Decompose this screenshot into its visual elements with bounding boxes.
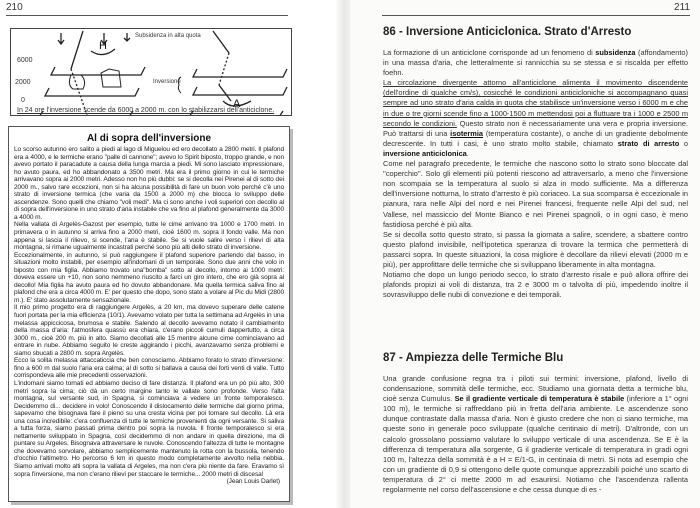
- section-87-body: [383, 374, 688, 495]
- box-paragraph: L'indomani siamo tornati ed abbiamo deciso di fare distanza. Il plafond era un pò più alto, 300 metri sopra la cima; ciò dà un certo margine tanto le vallate sono profonde. Verso l'alta montagna, sul versante sud, in Spagna, si cominciava a vedere un fronte temporalesco. Decidemmo di... decidere in volo! Conoscendo il dislocamento delle termiche dal giorno prima, sapevamo che bisognava fare il pieno su una cresta vicina per poi tornare sul decollo. Là era una cosa incredibile: c'era confluenza di tutte le termiche provenienti da ogni versante. Si saliva a tutta forza, siamo passati prima dentro poi sopra la nuvola. Il fronte temporalesco si era nettamente sviluppato in Spagna, così decidemmo di non andare in quella direzione, ma di puntare su Argeles. Bisognava attraversare le nuvole. Conoscendo l'altezza di tutte le montagne che dovevamo sorvolare, abbiamo semplicemente mantenuto la rotta con la bussola, tenendo d'occhio l'altimetro. Ho percorso 6 km in questo modo completamente avvolto nella nebbia. Siamo arrivati molto alti sopra la vallata di Argeles, ma non c'era più niente da fare. Eravamo sì sopra l'inversione, ma non c'erano rilievi per staccare le termiche... 2000 metri di discesa!: [14, 379, 284, 478]
- arrow-down-icon: [124, 33, 130, 41]
- high-pressure-symbol-right: A: [233, 98, 241, 110]
- section-86-body: [383, 48, 688, 300]
- section-86-title: 86 - Inversione Anticiclonica. Strato d'Arresto: [383, 26, 632, 38]
- inversion-diagram: [10, 28, 292, 116]
- high-pressure-symbol-left: H: [99, 40, 107, 52]
- box-body: [9, 146, 289, 486]
- label-inversion: Inversione: [153, 79, 181, 85]
- box-paragraph: Nella vallata di Argelès-Gazost per esempio, tutte le cime arrivano tra 1000 e 1700 metri. In primavera o in autunno si arriva fino a 2000 metri, cioè 1600 m. sopra il fondo valle. Ma non appena si lascia il rilievo, si scende, l'aria è stabile. Se si vuole salire verso i rilievi di alta montagna, si rimane ugualmente incastrati perché sono più alti dello strato di inversione.: [14, 221, 284, 252]
- label-subsidence: Subsidenza in alta quota: [135, 33, 201, 39]
- header-rule: [6, 15, 288, 16]
- box-paragraph: Il mio primo progetto era di raggiungere Argelès, a 20 km, ma dovevo superare delle catene fuori portata per la mia efficienza (10/1). Avevamo volato per tutta la settimana ad Argelès in una melassa appiccicosa, brumosa e stabile. Salendo al decollo avevamo notato il cambiamento della massa d'aria: l'atmosfera quassù era chiara, c'erano piccoli cumuli dappertutto, a circa 3000 m., cioè 200 m. più in alto. Siamo decollati alle 15 mentre alcune cime cominciavano ad entrare in nube. Abbiamo seguito le creste aggirando i picchi, avanzavamo senza problemi e siamo sbucati a 2800 m. sopra Argelès.: [14, 304, 284, 357]
- section-87-title: 87 - Ampiezza delle Termiche Blu: [383, 352, 564, 364]
- page-number-right: 211: [674, 2, 690, 13]
- altitude-0: 0: [21, 97, 25, 104]
- paragraph: Notiamo che dopo un lungo periodo secco, lo strato d'arresto risale e può allora offrire dei plafonds propizi ai voli di distanza, tra 2 e 3000 m o talvolta di più, impedendo inoltre il sovrasviluppo delle nubi di convezione e dei temporali.: [383, 270, 688, 300]
- page-number-left: 210: [6, 2, 23, 13]
- sidebar-box: [8, 126, 290, 502]
- left-page: [0, 0, 345, 508]
- diagram-drawing: [11, 29, 291, 115]
- box-paragraph: Lo scorso autunno ero salito a piedi al lago di Miguelou ed ero decollato a 2800 metri. Il plafond era a 4000, e le termiche erano "palle di cannone"; avevo lo Spirit biposto, troppo grande, e non avevo portato il paracadute a causa della lunga marcia a piedi. Mi sono lasciato impressionare, ho avuto paura, ed ho abbandonato a 3500 metri. Ma era il primo giorno in cui le termiche arrivavano sopra ai 2000 metri. Adesso non ho più dubbi: se si decolla nei Pirenei al di sotto dei 2000 m., salvo rare eccezioni, non si ha alcuna possibilità di fare un buon volo perché c'è uno strato di inversione termica (che varia da 1500 a 2000 m) che blocca lo sviluppo delle ascendenze. Sono quelli che chiamo "voli medi". Ma ci sono anche i voli superiori con decollo al di sopra dell'inversione in uno strato d'aria instabile che va fino al plafond generalmente da 3000 a 4000 m.: [14, 146, 284, 221]
- plane-2000-left: [45, 88, 139, 96]
- header-rule: [382, 15, 690, 16]
- altitude-6000: 6000: [17, 57, 33, 64]
- box-paragraph: Ecco la solita melassa attaccaticcia che ben conosciamo. Abbiamo forato lo strato d'inversione: fino a 600 m dal suolo l'aria era calma; al di sotto si ballava a causa dei forti venti di valle. Tutto corrispondeva alle mie precedenti osservazioni.: [14, 357, 284, 380]
- paragraph: Una grande confusione regna tra i piloti sui termini: inversione, plafond, livello di condensazione, sommità delle termiche, ecc. Studiamo una giornata detta a termiche blu, cioè senza Cumulus. Se il gradiente verticale di temperatura è stabile (inferiore a 1° ogni 100 m), le termiche si raffreddano più in fretta dell'aria ambiente. Le ascendenze sono dunque contrastate dalla massa d'aria. Non è giusto credere che non ci siano termiche, ma queste sono in generale poco sviluppate (qualche centinaio di metri). D'altronde, con un calcolo grossolano possiamo valutare lo sviluppo verticale di una ascendenza. Se E è la differenza di temperatura alla sorgente, G il gradiente verticale di temperatura in gradi ogni 100 m, l'altezza della sommità è a H = E/1-G, in centinaia di metri. Si nota ad esempio che con un gradiente di 0,9 si ottengono delle quote comunque apprezzabili poiché uno scarto di temperatura di 2° ci mette 2000 m ad esaurirsi. Notiamo che l'ascendenza rallenta regolarmente nel corso dell'ascensione e che cessa dunque di es -: [383, 374, 688, 495]
- altitude-2000: 2000: [15, 79, 31, 86]
- plane-6000-left: [51, 67, 145, 75]
- right-page: [350, 0, 700, 508]
- paragraph: La circolazione divergente attorno all'anticiclone alimenta il movimento discendente (dell'ordine di qualche cm/s), cosicché le condizioni anticicloniche si accompagnano quasi sempre ad uno strato d'aria calda in quota che stabilisce un'inversione verso i 6000 m e che in due o tre giorni scende fino a 1000-1500 m mettendosi poi a fluttuare tra i 1000 e 2500 m secondo le condizioni. Questo strato non è necessariamente una vera e propria inversione. Può trattarsi di una isotermia (temperatura costante), o anche di un gradiente debolmente decrescente. In tutti i casi, è uno strato molto stabile, chiamato strato di arresto o inversione anticiclonica.: [383, 78, 688, 158]
- box-signature: (Jean Louis Darlet): [226, 478, 280, 486]
- figure-caption: In 24 ore l'inversione scende da 6000 a 2000 m. con lo stabilizzarsi dell'anticiclone.: [17, 107, 275, 114]
- paragraph: Come nel paragrafo precedente, le termiche che nascono sotto lo strato sono bloccate dal ''coperchio''. Solo gli elementi più potenti riescono ad attraversarlo, a meno che l'inversione non scompaia se la temperatura al suolo si alza in modo sufficiente. Ma a differenza dell'inversione notturna, lo strato d'arresto è più coriaceo. La sua scomparsa è eccezionale in pianura, rara nelle Alpi del nord e nei Pirenei francesi, frequente nelle Alpi del sud, nel Vallese, nel massiccio del Monte Bianco e nei Pirenei spagnoli, o in ogni caso, è meno fastidiosa perché è più alta.: [383, 159, 688, 229]
- box-paragraph: Eccezionalmente, in autunno, si può raggiungere il plafond superiore partendo dal basso, in situazioni molto instabili, per esempio all'indomani di un temporale. Sono due anni che volo in biposto con mia figlia. Abbiamo trovato una"bomba" sotto al decollo, intorno ai 1000 metri: doveva essere un +10, non sono nemmeno riuscito a farci un giro intero, che ero già sopra al decollo! Mia figlia ha avuto paura ed ho dovuto abbandonare. Ma quella termica saliva fino al plafond che era a circa 4000 m. E' per questo che dopo, sono stato a volare al Pic du Midi (2800 m.). E' stato assolutamente sensazionale.: [14, 251, 284, 304]
- paragraph: Se si decolla sotto questo strato, si passa la giornata a salire, scendere, a sbattere contro questo plafond invisibile, nell'ipotetica speranza di trovare la termica che permetterà di passarci sopra. In queste situazioni, la cosa migliore è decollare da rilievi elevati (2000 m e più), per approfittare delle termiche che si sviluppano liberamente in alta montagna.: [383, 229, 688, 269]
- arrow-down-icon: [58, 33, 64, 44]
- box-title: Al di sopra dell'inversione: [86, 133, 212, 144]
- paragraph: La formazione di un anticiclone corrisponde ad un fenomeno di subsidenza (affondamento) in una massa d'aria, che letteralmente si rannicchia su se stessa e si riscalda per effetto foehn.: [383, 48, 688, 78]
